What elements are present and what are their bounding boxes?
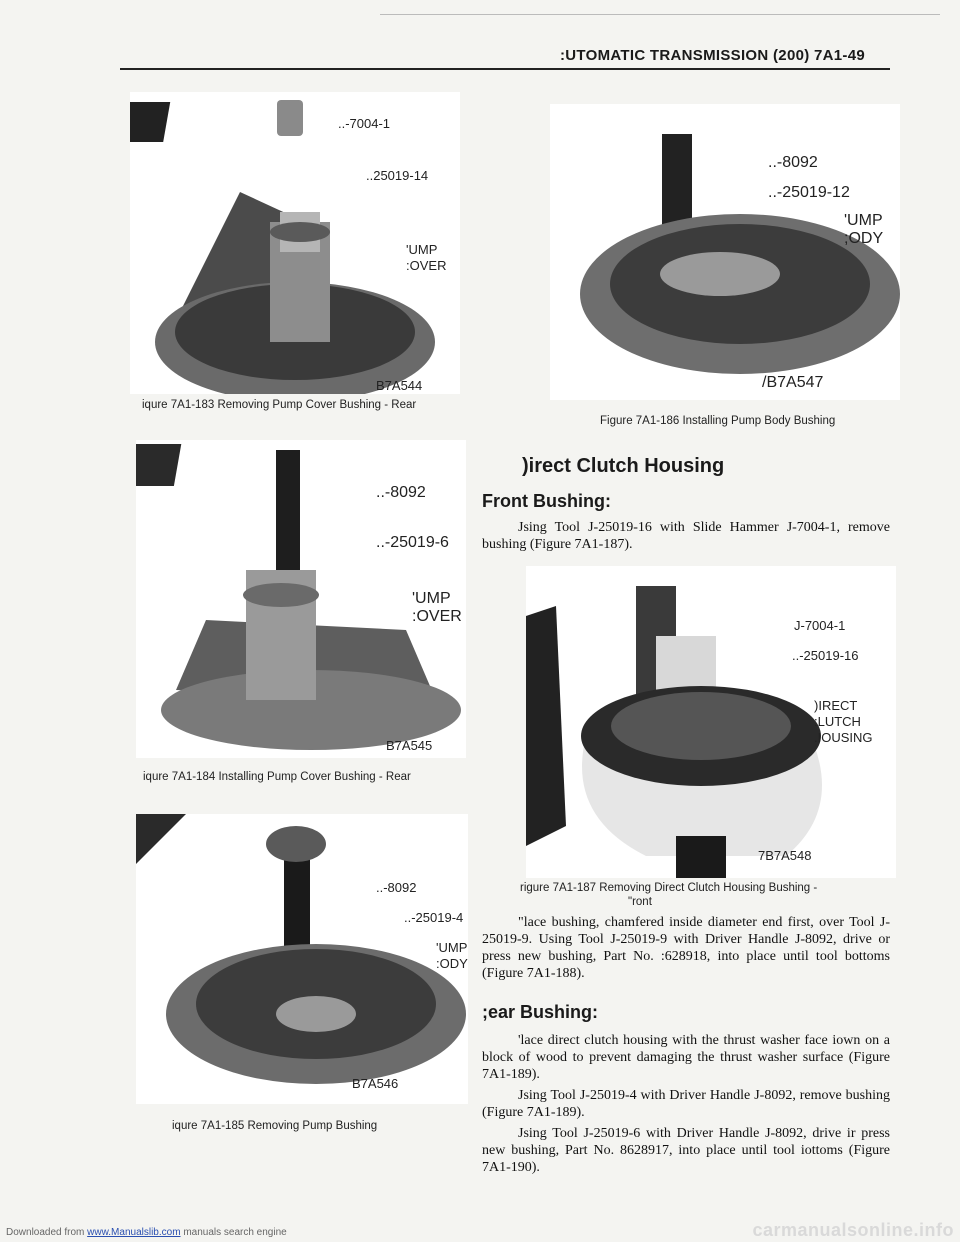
- figure-185-caption: iqure 7A1-185 Removing Pump Bushing: [172, 1120, 378, 1132]
- paragraph-3: 'lace direct clutch housing with the thrust washer face iown on a block of wood to prevent damaging the thrust washer surface (Figure 7A1-189).: [482, 1033, 890, 1082]
- fig184-label-4: :OVER: [412, 608, 462, 625]
- footer: [0, 1220, 960, 1242]
- figure-185-photo: [136, 814, 468, 1104]
- fig187-label-4: :LUTCH: [814, 714, 861, 729]
- fig183-code: B7A544: [376, 378, 423, 393]
- figure-184-caption: iqure 7A1-184 Installing Pump Cover Bushing - Rear: [143, 771, 411, 783]
- fig186-label-2: ..-25019-12: [768, 184, 850, 201]
- header-rule: [120, 68, 890, 70]
- footer-prefix: Downloaded from: [6, 1227, 85, 1238]
- fig183-label-2: ..25019-14: [366, 168, 429, 183]
- fig187-code: 7B7A548: [758, 848, 812, 863]
- fig186-label-1: ..-8092: [768, 154, 818, 171]
- figure-186-photo: [550, 104, 900, 400]
- fig183-label-3: 'UMP: [406, 242, 438, 257]
- paragraph-2: "lace bushing, chamfered inside diameter end first, over Tool J-25019-9. Using Tool J-25019-9 with Driver Handle J-8092, drive or press new bushing, Part No. :628918, into place until tool bottoms (Figure 7A1-188).: [482, 915, 890, 981]
- fig187-label-5: .IOUSING: [814, 730, 873, 745]
- figure-186-caption: Figure 7A1-186 Installing Pump Body Bushing: [600, 415, 836, 427]
- fig185-label-4: :ODY: [436, 956, 468, 971]
- fig187-label-1: J-7004-1: [794, 618, 846, 633]
- footer-suffix: manuals search engine: [183, 1227, 287, 1238]
- scan-line: [380, 14, 940, 15]
- fig186-label-3: 'UMP: [844, 212, 883, 229]
- fig187-label-2: ..-25019-16: [792, 648, 859, 663]
- fig185-label-3: 'UMP: [436, 940, 468, 955]
- footer-download-note: [6, 1227, 287, 1238]
- figure-183-photo: [130, 92, 460, 394]
- fig187-label-3: )IRECT: [814, 698, 858, 713]
- figure-184-photo: [136, 440, 466, 758]
- page-header: :UTOMATIC TRANSMISSION (200) 7A1-49: [560, 47, 865, 64]
- fig183-label-1: ..-7004-1: [338, 116, 391, 131]
- fig185-code: B7A546: [352, 1076, 399, 1091]
- fig184-code: B7A545: [386, 738, 433, 753]
- footer-watermark: carmanualsonline.info: [752, 1220, 954, 1240]
- paragraph-5: Jsing Tool J-25019-6 with Driver Handle J-8092, drive ir press new bushing, Part No. 8628917, into place until tool iottoms (Figure 7A1-190).: [482, 1126, 890, 1175]
- fig186-code: /B7A547: [762, 374, 824, 391]
- fig185-label-2: ..-25019-4: [404, 910, 464, 925]
- fig185-label-1: ..-8092: [376, 880, 417, 895]
- fig184-label-2: ..-25019-6: [376, 534, 449, 551]
- fig183-label-4: :OVER: [406, 258, 447, 273]
- paragraph-1: Jsing Tool J-25019-16 with Slide Hammer J-7004-1, remove bushing (Figure 7A1-187).: [482, 520, 890, 552]
- fig186-label-4: ;ODY: [844, 230, 884, 247]
- figure-187-caption-line2: "ront: [628, 896, 652, 908]
- fig184-label-3: 'UMP: [412, 590, 451, 607]
- figure-183-caption: iqure 7A1-183 Removing Pump Cover Bushing - Rear: [142, 399, 417, 411]
- footer-link[interactable]: www.Manualslib.com: [87, 1227, 181, 1238]
- subheading-front-bushing: Front Bushing:: [482, 491, 611, 511]
- fig184-label-1: ..-8092: [376, 484, 426, 501]
- figure-187-caption-line1: rigure 7A1-187 Removing Direct Clutch Housing Bushing -: [520, 882, 818, 894]
- section-heading-direct-clutch: )irect Clutch Housing: [522, 455, 725, 477]
- subheading-rear-bushing: ;ear Bushing:: [482, 1002, 599, 1022]
- paragraph-4: Jsing Tool J-25019-4 with Driver Handle J-8092, remove bushing (Figure 7A1-189).: [482, 1088, 890, 1120]
- figure-187-photo: [526, 566, 896, 878]
